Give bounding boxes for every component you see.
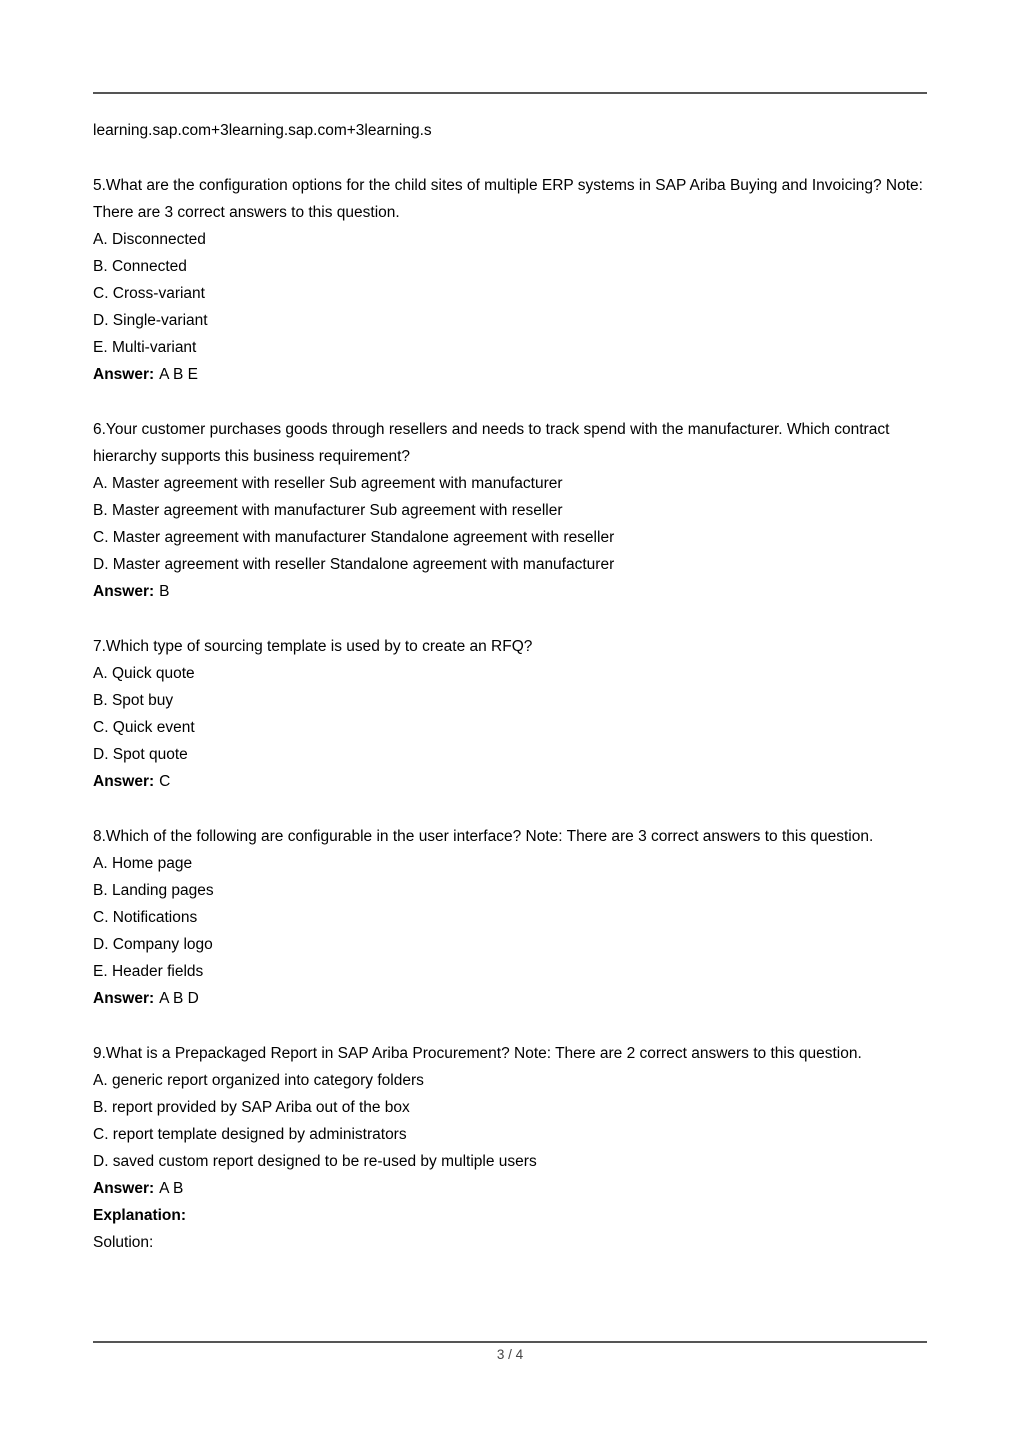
option: E. Multi-variant [93, 339, 197, 356]
answer-line [93, 1175, 927, 1202]
answer-line [93, 361, 927, 388]
footer-rule [93, 1341, 927, 1343]
option: B. Connected [93, 258, 187, 275]
document-page [93, 0, 927, 1284]
option: D. Single-variant [93, 312, 208, 329]
answer-label: Answer: [93, 583, 155, 600]
option: A. Disconnected [93, 231, 206, 248]
option: C. Quick event [93, 719, 195, 736]
header-citation: learning.sap.com+3learning.sap.com+3learning.s [93, 122, 432, 139]
answer-value: A B E [159, 366, 198, 383]
answer-label: Answer: [93, 990, 155, 1007]
answer-label: Answer: [93, 366, 155, 383]
question-text: 8.Which of the following are configurable in the user interface? Note: There are 3 correct answers to this question. [93, 828, 874, 845]
answer-line [93, 768, 927, 795]
question-block-8 [93, 823, 927, 1012]
option: D. Company logo [93, 936, 213, 953]
answer-label: Answer: [93, 773, 155, 790]
option: A. generic report organized into category folders [93, 1072, 424, 1089]
option: C. Master agreement with manufacturer Standalone agreement with reseller [93, 529, 615, 546]
question-text: 9.What is a Prepackaged Report in SAP Ariba Procurement? Note: There are 2 correct answers to this question. [93, 1045, 862, 1062]
question-text: 6.Your customer purchases goods through resellers and needs to track spend with the manufacturer. Which contract hierarchy supports this business requirement? [93, 421, 890, 465]
page-footer [93, 1341, 927, 1364]
option: D. Master agreement with reseller Standalone agreement with manufacturer [93, 556, 615, 573]
answer-line [93, 985, 927, 1012]
option: C. Cross-variant [93, 285, 205, 302]
header-rule [93, 92, 927, 94]
question-text: 5.What are the configuration options for the child sites of multiple ERP systems in SAP Ariba Buying and Invoicing? Note: There are 3 correct answers to this question. [93, 177, 923, 221]
option: B. Master agreement with manufacturer Sub agreement with reseller [93, 502, 563, 519]
question-text: 7.Which type of sourcing template is used by to create an RFQ? [93, 638, 533, 655]
option: A. Quick quote [93, 665, 195, 682]
answer-value: A B D [159, 990, 199, 1007]
option: B. Landing pages [93, 882, 214, 899]
option: B. report provided by SAP Ariba out of the box [93, 1099, 410, 1116]
option: D. saved custom report designed to be re-used by multiple users [93, 1153, 537, 1170]
explanation-label: Explanation: [93, 1207, 187, 1224]
option: C. Notifications [93, 909, 198, 926]
option: E. Header fields [93, 963, 204, 980]
question-block-9 [93, 1040, 927, 1256]
option: B. Spot buy [93, 692, 174, 709]
answer-value: B [159, 583, 170, 600]
option: D. Spot quote [93, 746, 188, 763]
answer-value: A B [159, 1180, 184, 1197]
answer-label: Answer: [93, 1180, 155, 1197]
option: A. Home page [93, 855, 193, 872]
question-block-7 [93, 633, 927, 795]
question-block-6 [93, 416, 927, 605]
option: C. report template designed by administrators [93, 1126, 407, 1143]
answer-value: C [159, 773, 171, 790]
question-block-5 [93, 172, 927, 388]
option: A. Master agreement with reseller Sub agreement with manufacturer [93, 475, 563, 492]
solution-label: Solution: [93, 1234, 154, 1251]
page-number: 3 / 4 [496, 1347, 524, 1362]
answer-line [93, 578, 927, 605]
